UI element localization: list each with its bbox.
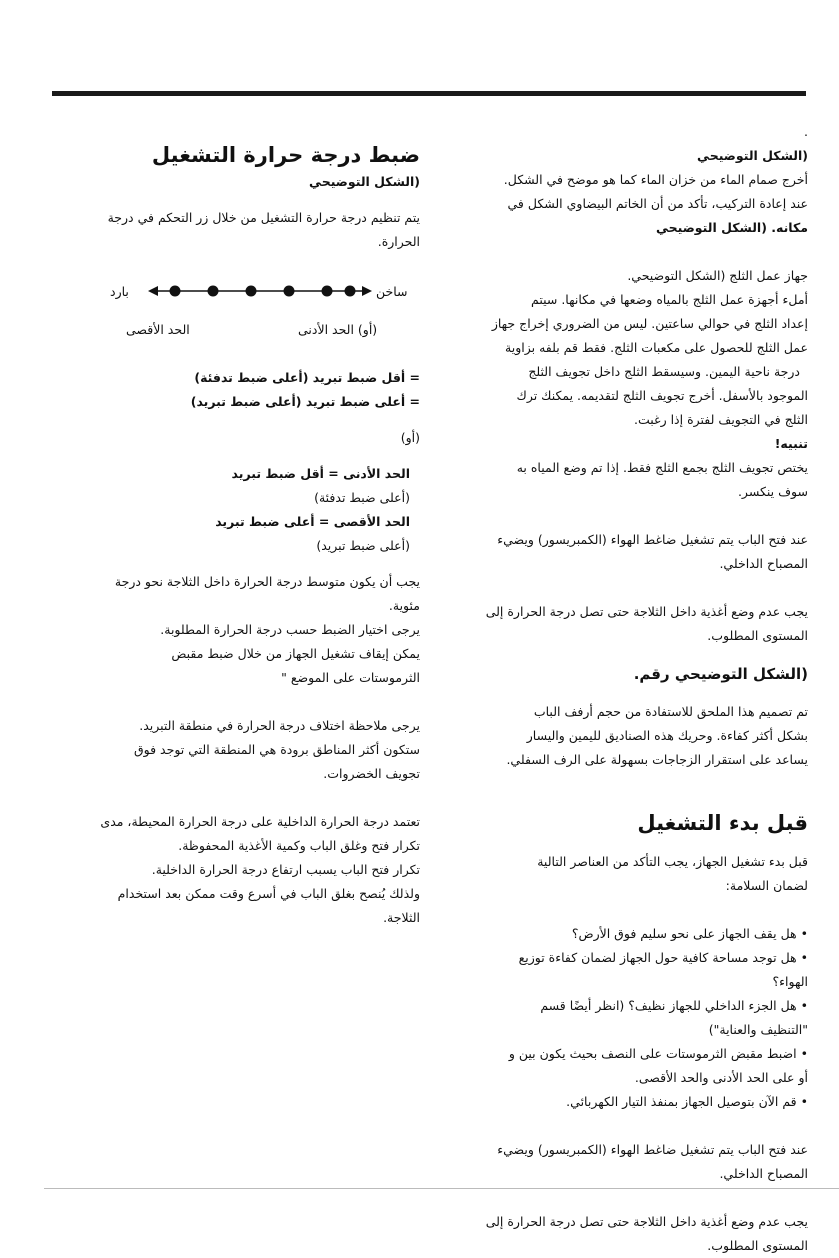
text-line: يمكن إيقاف تشغيل الجهاز من خلال ضبط مقبض: [171, 646, 420, 661]
text-line: يجب عدم وضع أغذية داخل الثلاجة حتى تصل درجة الحرارة إلى: [485, 604, 808, 619]
text-line: أملء أجهزة عمل الثلج بالمياه وضعها في مكانها. سيتم: [531, 292, 808, 307]
text-line: مئوية.: [388, 598, 420, 613]
scale-dot: [345, 286, 356, 297]
setting-line: = أقل ضبط تبريد (أعلى ضبط تدفئة): [194, 370, 420, 385]
text-line: إعداد الثلج في حوالي ساعتين. ليس من الضروري إخراج جهاز: [491, 316, 808, 331]
cold-label: بارد: [110, 284, 129, 299]
bottom-rule: [44, 1188, 839, 1189]
text-line: يجب أن يكون متوسط درجة الحرارة داخل الثلاجة نحو درجة: [114, 574, 420, 589]
checklist-item: "التنظيف والعناية"): [708, 1022, 808, 1037]
text-line: المصباح الداخلي.: [719, 556, 808, 571]
scale-labels: [30, 318, 420, 342]
checklist-item: • قم الآن بتوصيل الجهاز بمنفذ التيار الكهربائي.: [566, 1094, 808, 1109]
text-line: الثرموستات على الموضع ": [281, 670, 420, 685]
max-label: الحد الأقصى: [126, 322, 190, 337]
text-line: تم تصميم هذا الملحق للاستفادة من حجم أرفف الباب: [533, 704, 808, 719]
text-line: الموجود بالأسفل. أخرج تجويف الثلج لتقديمه. يمكنك ترك: [516, 388, 808, 403]
text-line: (أعلى ضبط تبريد): [316, 538, 410, 553]
text-line: ولذلك يُنصح بغلق الباب في أسرع وقت ممكن بعد استخدام: [117, 886, 420, 901]
checklist-item: أو على الحد الأدنى والحد الأقصى.: [634, 1070, 808, 1085]
scale-dot: [322, 286, 333, 297]
text-line: درجة ناحية اليمين. وسيسقط الثلج داخل تجويف الثلج: [528, 364, 800, 379]
text-line: الثلج في التجويف لفترة إذا رغبت.: [634, 412, 808, 427]
text-line: ستكون أكثر المناطق برودة هي المنطقة التي توجد فوق: [133, 742, 420, 757]
arrow-right: [362, 286, 372, 296]
text-line: المستوى المطلوب.: [707, 1238, 808, 1253]
text-line: (أعلى ضبط تدفئة): [314, 490, 410, 505]
text-line: يجب عدم وضع أغذية داخل الثلاجة حتى تصل درجة الحرارة إلى: [485, 1214, 808, 1229]
arrow-left: [148, 286, 158, 296]
checklist-item: • هل الجزء الداخلي للجهاز نظيف؟ (انظر أيضًا قسم: [540, 998, 808, 1013]
text-line: الحد الأقصى = أعلى ضبط تبريد: [215, 514, 410, 529]
text-line: عند فتح الباب يتم تشغيل ضاغط الهواء (الكمبريسور) ويضيء: [497, 1142, 808, 1157]
text-line: مكانه. (الشكل التوضيحي: [655, 220, 808, 235]
scale-dot: [170, 286, 181, 297]
or-text: (أو): [400, 430, 420, 445]
top-rule: [52, 91, 806, 96]
text-line: أخرج صمام الماء من خزان الماء كما هو موضح في الشكل.: [503, 172, 808, 187]
leading-dot: .: [804, 124, 808, 139]
text-line: يساعد على استقرار الزجاجات بسهولة على الرف السفلي.: [506, 752, 808, 767]
text-line: الحرارة.: [377, 234, 420, 249]
left-column: [30, 140, 420, 930]
figure-number-heading: (الشكل التوضيحي رقم.: [633, 665, 808, 683]
scale-dot: [208, 286, 219, 297]
checklist-item: • هل يقف الجهاز على نحو سليم فوق الأرض؟: [571, 926, 808, 941]
text-line: عند إعادة التركيب، تأكد من أن الخاتم البيضاوي الشكل في: [507, 196, 808, 211]
warning-title: تنبيه!: [774, 436, 808, 451]
figure-caption: (الشكل التوضيحي: [309, 174, 420, 189]
temperature-scale-graphic: [30, 278, 420, 306]
checklist-item: الهواء؟: [772, 974, 808, 989]
text-line: لضمان السلامة:: [725, 878, 808, 893]
before-start-heading: قبل بدء التشغيل: [637, 811, 808, 835]
scale-dot: [246, 286, 257, 297]
text-line: قبل بدء تشغيل الجهاز، يجب التأكد من العناصر التالية: [537, 854, 808, 869]
text-line: الثلاجة.: [383, 910, 420, 925]
checklist-item: • هل توجد مساحة كافية حول الجهاز لضمان كفاءة توزيع: [518, 950, 808, 965]
text-line: يتم تنظيم درجة حرارة التشغيل من خلال زر التحكم في درجة: [107, 210, 420, 225]
text-line: تكرار فتح وغلق الباب وكمية الأغذية المحفوظة.: [178, 838, 420, 853]
text-line: يختص تجويف الثلج بجمع الثلج فقط. إذا تم وضع المياه به: [516, 460, 808, 475]
text-line: المصباح الداخلي.: [719, 1166, 808, 1181]
text-line: تعتمد درجة الحرارة الداخلية على درجة الحرارة المحيطة، مدى: [100, 814, 420, 829]
text-line: يرجى اختيار الضبط حسب درجة الحرارة المطلوبة.: [160, 622, 420, 637]
scale-dot: [284, 286, 295, 297]
figure-caption: (الشكل التوضيحي: [697, 148, 808, 163]
operating-temp-heading: ضبط درجة حرارة التشغيل: [151, 143, 420, 167]
ice-maker-title: جهاز عمل الثلج (الشكل التوضيحي.: [627, 268, 808, 283]
min-label: (أو) الحد الأدنى: [298, 322, 378, 337]
checklist-item: • اضبط مقبض الثرموستات على النصف بحيث يكون بين و: [508, 1046, 808, 1061]
text-line: بشكل أكثر كفاءة. وحريك هذه الصناديق لليمين واليسار: [526, 728, 808, 743]
text-line: يرجى ملاحظة اختلاف درجة الحرارة في منطقة التبريد.: [139, 718, 420, 733]
text-line: المستوى المطلوب.: [707, 628, 808, 643]
temperature-scale: [30, 278, 420, 306]
hot-label: ساخن: [376, 284, 408, 299]
setting-line: = أعلى ضبط تبريد (أعلى ضبط تبريد): [190, 394, 420, 409]
text-line: عمل الثلج للحصول على مكعبات الثلج. فقط قم بلفه بزاوية: [505, 340, 808, 355]
text-line: تجويف الخضروات.: [323, 766, 420, 781]
right-column: [432, 120, 808, 1258]
text-line: عند فتح الباب يتم تشغيل ضاغط الهواء (الكمبريسور) ويضيء: [497, 532, 808, 547]
text-line: تكرار فتح الباب يسبب ارتفاع درجة الحرارة الداخلية.: [151, 862, 420, 877]
text-line: الحد الأدنى = أقل ضبط تبريد: [231, 466, 410, 481]
text-line: سوف ينكسر.: [737, 484, 808, 499]
